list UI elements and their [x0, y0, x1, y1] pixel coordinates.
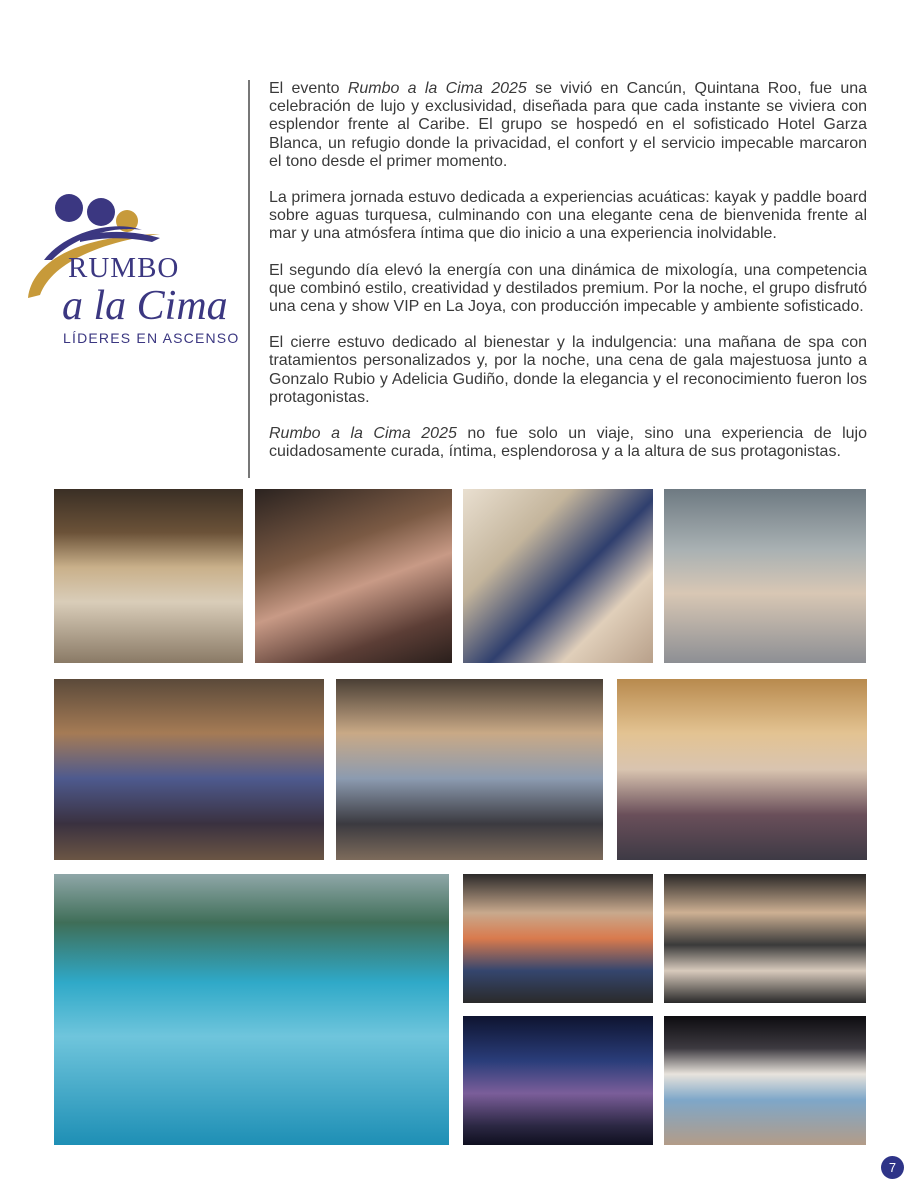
page-number-badge: 7: [881, 1156, 904, 1179]
article-paragraph-2: La primera jornada estuvo dedicada a experiencias acuáticas: kayak y paddle board sobre aguas turquesa, culminando con una elegante cena de bienvenida frente al mar y una atmósfera íntima que dio inicio a una experiencia inolvidable.: [269, 189, 867, 243]
logo-title-a-la-cima: a la Cima: [62, 283, 228, 329]
photo-group-bags-1: [54, 679, 324, 860]
logo-title-rumbo: RUMBO: [68, 252, 180, 284]
event-name-italic: Rumbo a la Cima 2025: [347, 80, 527, 97]
p5-body: no fue solo un viaje, sino una experiencia de lujo cuidadosamente curada, íntima, esplendorosa y a la altura de sus protagonistas.: [269, 425, 868, 461]
article-paragraph-5: [269, 425, 867, 461]
photo-paddles-1: [463, 874, 653, 1003]
photo-lobby-group: [54, 489, 243, 663]
event-name-italic: Rumbo a la Cima 2025: [269, 425, 457, 443]
article-paragraph-1: [269, 80, 867, 171]
photo-night-lights: [463, 1016, 653, 1145]
photo-paddles-2: [664, 874, 866, 1003]
photo-toast-group: [617, 679, 867, 860]
photo-group-bags-2: [336, 679, 603, 860]
photo-night-letters: [664, 1016, 866, 1145]
article-paragraph-4: El cierre estuvo dedicado al bienestar y la indulgencia: una mañana de spa con tratamientos personalizados y, por la noche, una cena de gala majestuosa junto a Gonzalo Rubio y Adelicia Gudiño, donde la elegancia y el reconocimiento fueron los protagonistas.: [269, 334, 867, 406]
photo-woman-with-bag: [463, 489, 653, 663]
rumbo-a-la-cima-logo: [22, 190, 240, 350]
photo-women-waving: [664, 489, 866, 663]
vertical-divider: [248, 80, 250, 478]
p1-lead: El evento: [269, 80, 348, 97]
article-paragraph-3: El segundo día elevó la energía con una dinámica de mixología, una competencia que combinó estilo, creatividad y destilados premium. Por la noche, el grupo disfrutó una cena y show VIP en La Joya, con producción impecable y ambiente sofisticado.: [269, 261, 867, 316]
logo-tagline: LÍDERES EN ASCENSO: [63, 330, 240, 346]
p1-body: se vivió en Cancún, Quintana Roo, fue una celebración de lujo y exclusividad, diseñada para que cada instante se viviera con esplendor frente al Caribe. El grupo se hospedó en el sofisticado Hotel Garza Blanca, un refugio donde la privacidad, el confort y el servicio impecable marcaron el tono desde el primer momento.: [269, 80, 868, 170]
photo-orchid-party: [255, 489, 452, 663]
photo-pool-group: [54, 874, 449, 1145]
article-body: [269, 80, 867, 479]
